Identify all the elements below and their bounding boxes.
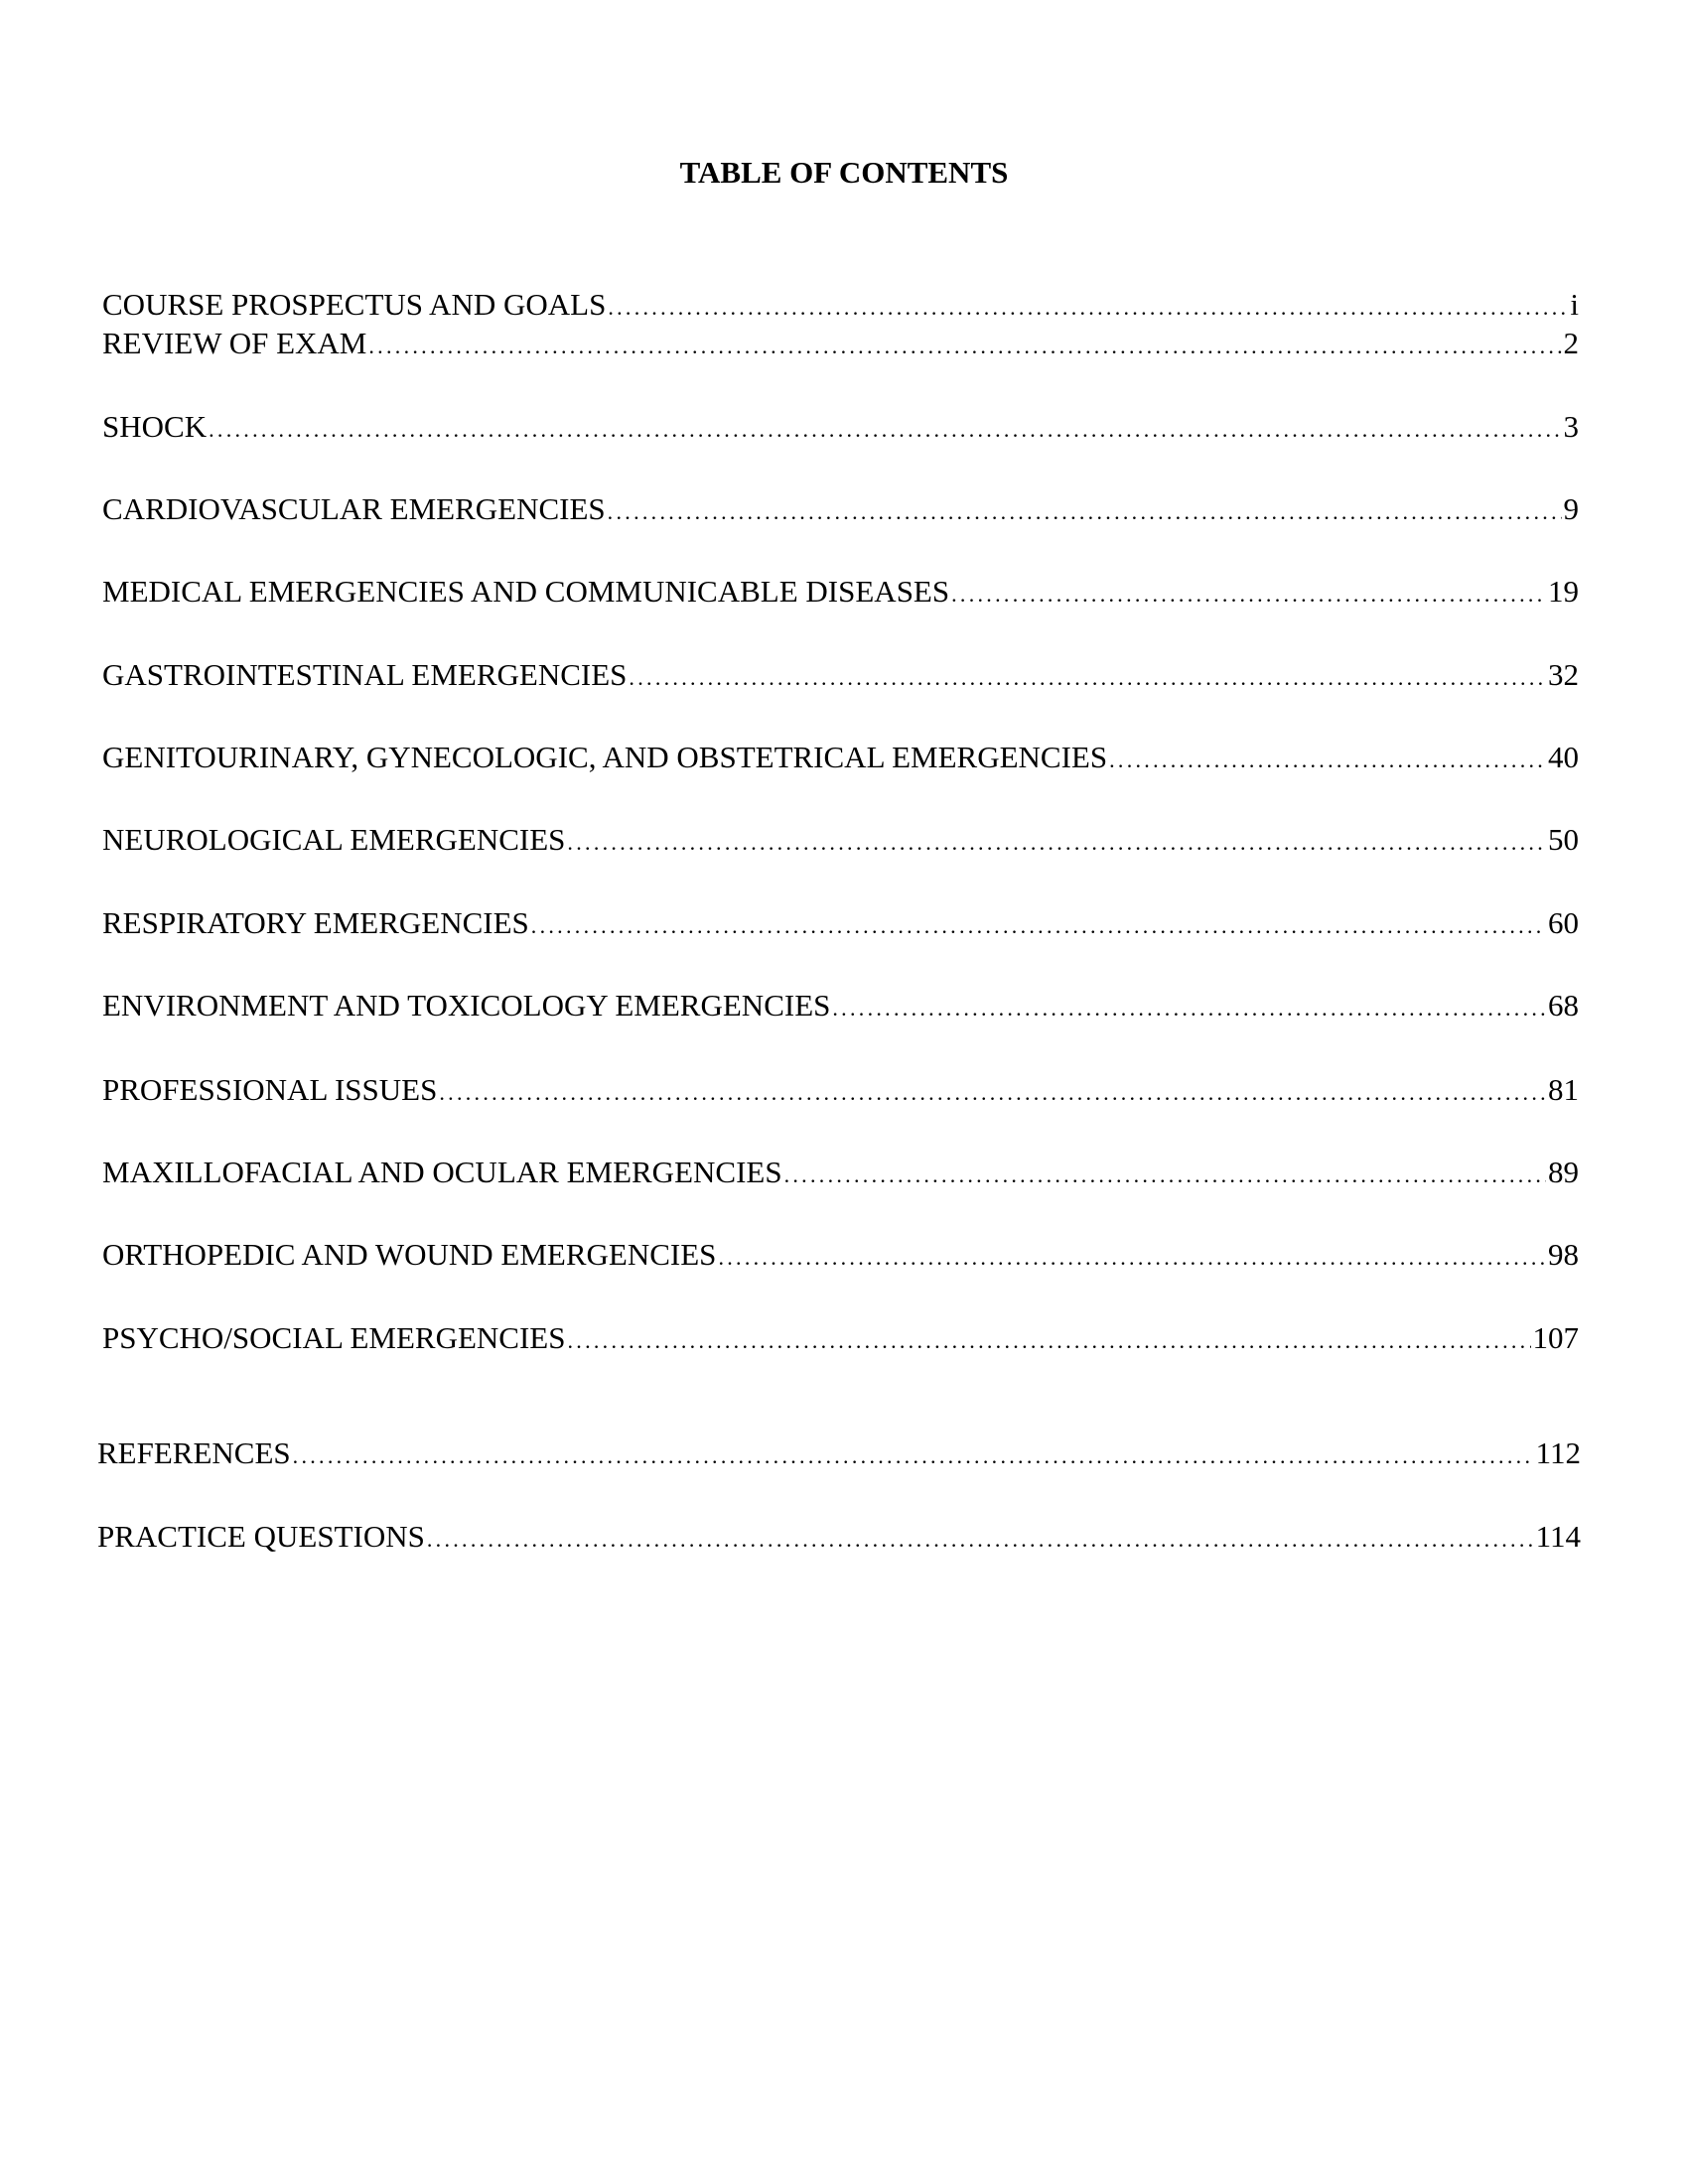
leader-dots — [718, 1239, 1546, 1277]
leader-dots — [293, 1437, 1534, 1475]
toc-entry[interactable] — [102, 1319, 1579, 1357]
leader-dots — [567, 1322, 1530, 1360]
toc-entry[interactable] — [102, 1071, 1579, 1109]
leader-dots — [832, 990, 1546, 1027]
toc-entry-page: 60 — [1548, 905, 1579, 940]
leader-dots — [629, 659, 1546, 697]
toc-entry-page: 107 — [1532, 1320, 1579, 1355]
toc-entry-label: PROFESSIONAL ISSUES — [102, 1072, 438, 1107]
toc-entry-page: 19 — [1548, 574, 1579, 609]
toc-entry-label: ORTHOPEDIC AND WOUND EMERGENCIES — [102, 1237, 717, 1272]
leader-dots — [951, 576, 1546, 614]
leader-dots — [1109, 742, 1546, 779]
toc-entry-page: 89 — [1548, 1155, 1579, 1189]
toc-entry[interactable] — [102, 325, 1579, 362]
toc-entry-label: PSYCHO/SOCIAL EMERGENCIES — [102, 1320, 566, 1355]
toc-entry-label: MEDICAL EMERGENCIES AND COMMUNICABLE DISEASES — [102, 574, 950, 609]
toc-entry-label: NEUROLOGICAL EMERGENCIES — [102, 822, 566, 857]
leader-dots — [427, 1521, 1534, 1559]
toc-entry-label: REVIEW OF EXAM — [102, 326, 367, 360]
leader-dots — [209, 411, 1561, 449]
toc-entry[interactable] — [102, 408, 1579, 446]
toc-entry-page: 68 — [1548, 988, 1579, 1023]
toc-entry[interactable] — [102, 904, 1579, 942]
toc-entry-label: GENITOURINARY, GYNECOLOGIC, AND OBSTETRICAL EMERGENCIES — [102, 740, 1108, 774]
toc-entry[interactable] — [102, 490, 1579, 528]
toc-entry[interactable] — [102, 1236, 1579, 1274]
toc-entry[interactable] — [102, 656, 1579, 694]
page-title: TABLE OF CONTENTS — [679, 155, 1009, 190]
toc-entry-label: MAXILLOFACIAL AND OCULAR EMERGENCIES — [102, 1155, 782, 1189]
leader-dots — [439, 1074, 1546, 1112]
toc-entry-label: CARDIOVASCULAR EMERGENCIES — [102, 491, 606, 526]
toc-entry[interactable] — [97, 1434, 1581, 1472]
toc-entry-page: 40 — [1548, 740, 1579, 774]
toc-entry-page: 50 — [1548, 822, 1579, 857]
toc-entry-page: 2 — [1563, 326, 1579, 360]
toc-entry-label: SHOCK — [102, 409, 208, 444]
toc-entry[interactable] — [97, 1518, 1581, 1556]
toc-entry-label: COURSE PROSPECTUS AND GOALS — [102, 287, 607, 322]
leader-dots — [608, 493, 1562, 531]
toc-entry[interactable] — [102, 987, 1579, 1024]
toc-entry-label: RESPIRATORY EMERGENCIES — [102, 905, 529, 940]
toc-entry-page: 9 — [1563, 491, 1579, 526]
toc-entry-page: 114 — [1535, 1519, 1581, 1554]
toc-entry-label: REFERENCES — [97, 1435, 291, 1470]
toc-entry[interactable] — [102, 573, 1579, 611]
toc-entry-page: i — [1570, 287, 1579, 322]
toc-entry[interactable] — [102, 286, 1579, 324]
leader-dots — [567, 824, 1546, 862]
toc-entry-page: 32 — [1548, 657, 1579, 692]
toc-entry-page: 3 — [1563, 409, 1579, 444]
toc-entry-label: GASTROINTESTINAL EMERGENCIES — [102, 657, 628, 692]
toc-entry[interactable] — [102, 1154, 1579, 1191]
toc-entry-page: 112 — [1535, 1435, 1581, 1470]
toc-entry-page: 98 — [1548, 1237, 1579, 1272]
toc-entry-label: PRACTICE QUESTIONS — [97, 1519, 425, 1554]
leader-dots — [608, 289, 1568, 327]
toc-entry[interactable] — [102, 821, 1579, 859]
leader-dots — [531, 907, 1546, 945]
leader-dots — [368, 328, 1561, 365]
toc-entry-label: ENVIRONMENT AND TOXICOLOGY EMERGENCIES — [102, 988, 831, 1023]
toc-entry-page: 81 — [1548, 1072, 1579, 1107]
leader-dots — [784, 1157, 1546, 1194]
toc-entry[interactable] — [102, 739, 1579, 776]
